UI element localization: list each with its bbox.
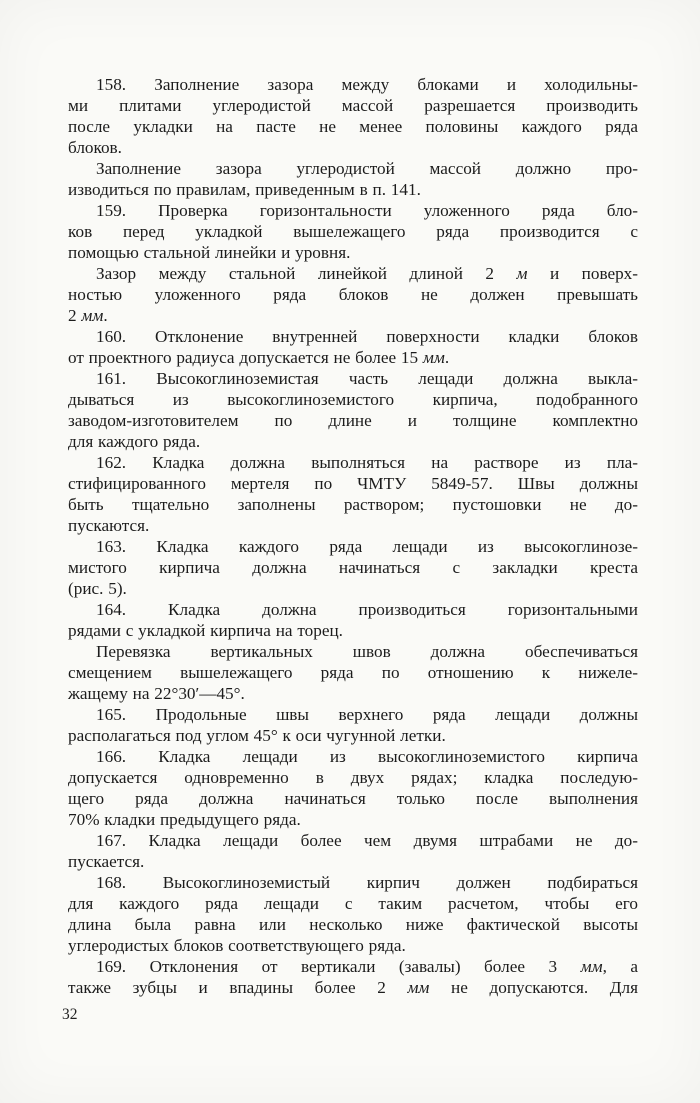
text-line: пускаются.: [68, 516, 150, 535]
paragraph: [68, 704, 638, 746]
text-line: 158. Заполнение зазора между блоками и холодильны-: [96, 75, 638, 94]
text-line: 160. Отклонение внутренней поверхности кладки блоков: [96, 327, 638, 346]
text-line: дываться из высокоглиноземистого кирпича, подобранного: [68, 390, 638, 409]
text-line: 165. Продольные швы верхнего ряда лещади должны: [96, 705, 638, 724]
text-line: щего ряда должна начинаться только после выполнения: [68, 789, 638, 808]
text-line: рядами с укладкой кирпича на торец.: [68, 621, 343, 640]
text-line: ми плитами углеродистой массой разрешается производить: [68, 96, 638, 115]
text-line: (рис. 5).: [68, 579, 127, 598]
paragraph: [68, 830, 638, 872]
text-line: углеродистых блоков соответствующего ряда.: [68, 936, 406, 955]
text-line: 164. Кладка должна производиться горизонтальными: [96, 600, 638, 619]
paragraph: [68, 599, 638, 641]
text-line: ностью уложенного ряда блоков не должен превышать: [68, 285, 638, 304]
text-line: для каждого ряда.: [68, 432, 201, 451]
text-line: мистого кирпича должна начинаться с закладки креста: [68, 558, 638, 577]
text-line: смещением вышележащего ряда по отношению к нижеле-: [68, 663, 638, 682]
text-block: [68, 74, 638, 998]
text-line: 166. Кладка лещади из высокоглиноземистого кирпича: [96, 747, 638, 766]
text-line: длина была равна или несколько ниже фактической высоты: [68, 915, 638, 934]
text-line: Заполнение зазора углеродистой массой должно про-: [96, 159, 638, 178]
text-line: пускается.: [68, 852, 145, 871]
paragraph: [68, 74, 638, 158]
text-line: для каждого ряда лещади с таким расчетом, чтобы его: [68, 894, 638, 913]
text-line: 168. Высокоглиноземистый кирпич должен подбираться: [96, 873, 638, 892]
text-line: блоков.: [68, 138, 122, 157]
text-line: стифицированного мертеля по ЧМТУ 5849-57. Швы должны: [68, 474, 638, 493]
text-line: изводиться по правилам, приведенным в п. 141.: [68, 180, 421, 199]
paragraph: [68, 872, 638, 956]
text-line: Зазор между стальной линейкой длиной 2 м и поверх-: [96, 264, 638, 283]
paragraph: [68, 158, 638, 200]
text-line: 169. Отклонения от вертикали (завалы) более 3 мм, а: [96, 957, 638, 976]
page-number: 32: [62, 1006, 78, 1023]
text-line: 161. Высокоглиноземистая часть лещади должна выкла-: [96, 369, 638, 388]
text-line: от проектного радиуса допускается не более 15 мм.: [68, 348, 450, 367]
text-line: 70% кладки предыдущего ряда.: [68, 810, 301, 829]
text-line: также зубцы и впадины более 2 мм не допускаются. Для: [68, 978, 638, 997]
text-line: помощью стальной линейки и уровня.: [68, 243, 351, 262]
text-line: быть тщательно заполнены раствором; пустошовки не до-: [68, 495, 638, 514]
text-line: заводом-изготовителем по длине и толщине комплектно: [68, 411, 638, 430]
paragraph: [68, 452, 638, 536]
paragraph: [68, 536, 638, 599]
paragraph: [68, 368, 638, 452]
paragraph: [68, 956, 638, 998]
text-line: 159. Проверка горизонтальности уложенного ряда бло-: [96, 201, 638, 220]
text-line: ков перед укладкой вышележащего ряда производится с: [68, 222, 638, 241]
text-line: Перевязка вертикальных швов должна обеспечиваться: [96, 642, 638, 661]
text-line: 162. Кладка должна выполняться на растворе из пла-: [96, 453, 638, 472]
text-line: допускается одновременно в двух рядах; кладка последую-: [68, 768, 638, 787]
text-line: после укладки на пасте не менее половины каждого ряда: [68, 117, 638, 136]
paragraph: [68, 263, 638, 326]
paragraph: [68, 746, 638, 830]
text-line: располагаться под углом 45° к оси чугунной летки.: [68, 726, 446, 745]
text-line: 163. Кладка каждого ряда лещади из высокоглинозе-: [96, 537, 638, 556]
paragraph: [68, 200, 638, 263]
text-line: 2 мм.: [68, 306, 108, 325]
paragraph: [68, 326, 638, 368]
text-line: жащему на 22°30′—45°.: [68, 684, 245, 703]
paragraph: [68, 641, 638, 704]
text-line: 167. Кладка лещади более чем двумя штрабами не до-: [96, 831, 638, 850]
